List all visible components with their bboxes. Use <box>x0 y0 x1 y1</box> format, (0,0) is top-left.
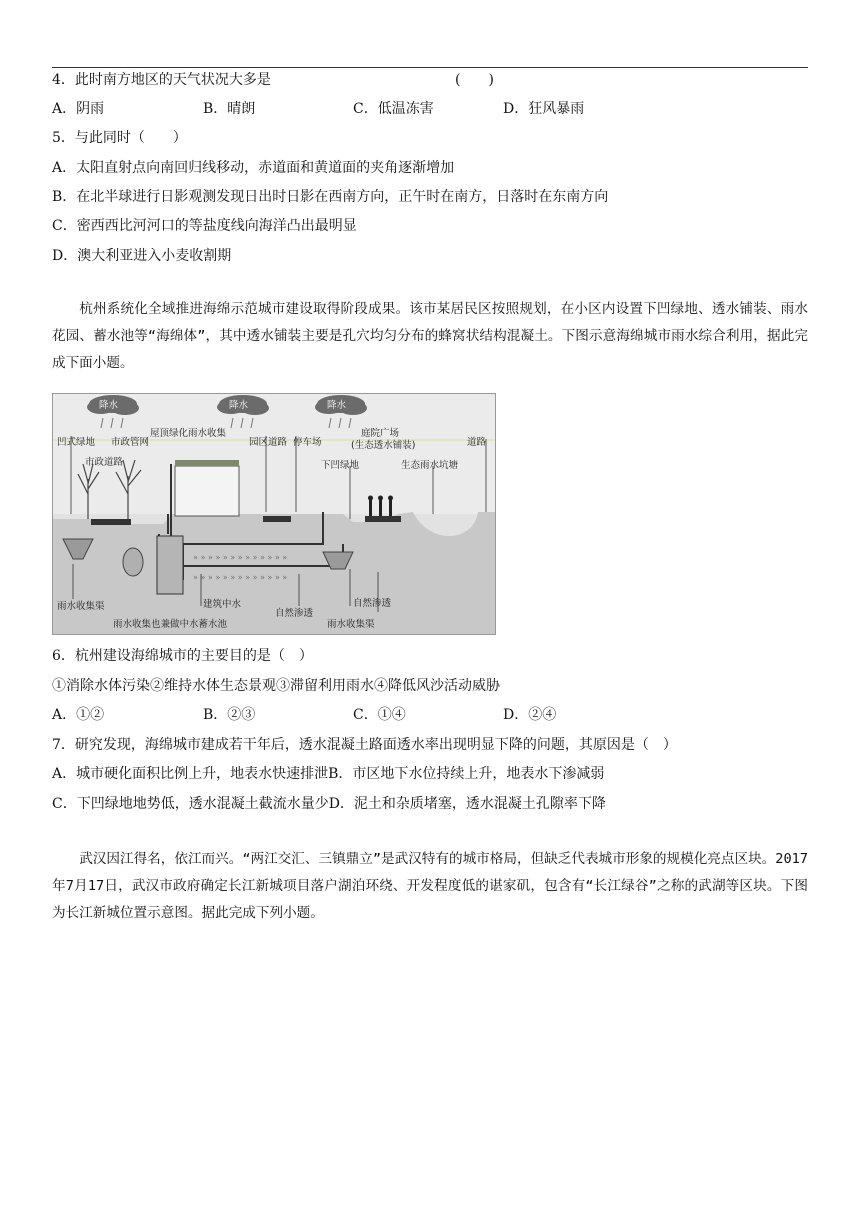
top-rule <box>52 67 808 68</box>
q6-option-a: A．①② <box>52 707 105 723</box>
label-courtyard: 庭院广场 <box>361 428 400 439</box>
q5-option-c: C．密西西比河河口的等盐度线向海洋凸出最明显 <box>52 218 357 234</box>
label-storage-pool: 雨水收集也兼做中水蓄水池 <box>113 619 228 630</box>
q6-option-c: C．①④ <box>353 707 406 723</box>
q4-stem: 4．此时南方地区的天气状况大多是 <box>52 72 271 88</box>
passage-hangzhou: 杭州系统化全域推进海绵示范城市建设取得阶段成果。该市某居民区按照规划，在小区内设置下凹绿地、透水铺装、雨水花园、蓄水池等“海绵体”，其中透水铺装主要是孔穴均匀分布的蜂窝状结构混凝土。下图示意海绵城市雨水综合利用，据此完成下面小题。 <box>52 301 808 371</box>
label-rain-channel-right: 雨水收集渠 <box>327 619 375 630</box>
q6-option-d: D．②④ <box>503 707 557 723</box>
label-rain-channel-left: 雨水收集渠 <box>57 601 105 612</box>
q4-option-c: C．低温冻害 <box>353 101 434 117</box>
passage-wuhan: 武汉因江得名，依江而兴。“两江交汇、三镇鼎立”是武汉特有的城市格局，但缺乏代表城市形象的规模化亮点区块。2017年7月17日，武汉市政府确定长江新城项目落户湖泊环绕、开发程度低的谌家矶，包含有“长江绿谷”之称的武湖等区块。下图为长江新城位置示意图。据此完成下列小题。 <box>52 851 808 921</box>
label-city-pipe: 市政管网 <box>111 437 150 448</box>
label-concave-green: 凹式绿地 <box>57 437 96 448</box>
q5-option-a: A．太阳直射点向南回归线移动，赤道面和黄道面的夹角逐渐增加 <box>52 160 455 176</box>
label-parking: 停车场 <box>293 437 322 448</box>
q7-stem: 7．研究发现，海绵城市建成若干年后，透水混凝土路面透水率出现明显下降的问题，其原因是（ ） <box>52 737 677 753</box>
label-city-road: 市政道路 <box>85 457 124 468</box>
label-building-water: 建筑中水 <box>203 599 242 610</box>
label-natural-infiltration-2: 自然渗透 <box>353 598 392 609</box>
q7-options-row-2: C．下凹绿地地势低，透水混凝土截流水量少D．泥土和杂质堵塞，透水混凝土孔隙率下降 <box>52 796 606 812</box>
cloud-label-1: 降水 <box>99 400 119 411</box>
q4-answer-paren: ( ) <box>455 72 494 88</box>
label-roof-green: 屋顶绿化雨水收集 <box>150 428 227 439</box>
label-sunken-green: 下凹绿地 <box>321 460 360 471</box>
q6-option-b: B．②③ <box>203 707 256 723</box>
label-courtyard-sub: (生态透水铺装) <box>351 440 416 451</box>
svg-text:» » » » » » » » » » » » »: » » » » » » » » » » » » » <box>193 553 288 562</box>
q5-stem: 5．与此同时（ ） <box>52 130 187 146</box>
cloud-label-3: 降水 <box>327 400 347 411</box>
label-eco-pond: 生态雨水坑塘 <box>401 460 459 471</box>
q6-items: ①消除水体污染②维持水体生态景观③滞留利用雨水④降低风沙活动威胁 <box>52 678 500 694</box>
q4-option-d: D．狂风暴雨 <box>503 101 585 117</box>
q7-options-row-1: A．城市硬化面积比例上升，地表水快速排泄B．市区地下水位持续上升，地表水下渗减弱 <box>52 766 605 782</box>
q4-option-b: B．晴朗 <box>203 101 256 117</box>
q5-option-d: D．澳大利亚进入小麦收割期 <box>52 248 232 264</box>
q6-stem: 6．杭州建设海绵城市的主要目的是（ ） <box>52 648 313 664</box>
sponge-city-diagram <box>52 393 496 635</box>
label-road: 道路 <box>467 437 487 448</box>
label-park-road: 园区道路 <box>249 437 288 448</box>
q4-option-a: A．阴雨 <box>52 101 105 117</box>
label-natural-infiltration-1: 自然渗透 <box>275 608 314 619</box>
cloud-label-2: 降水 <box>229 400 249 411</box>
svg-text:» » » » » » » » » » » » »: » » » » » » » » » » » » » <box>193 573 288 582</box>
q5-option-b: B．在北半球进行日影观测发现日出时日影在西南方向，正午时在南方，日落时在东南方向 <box>52 189 609 205</box>
